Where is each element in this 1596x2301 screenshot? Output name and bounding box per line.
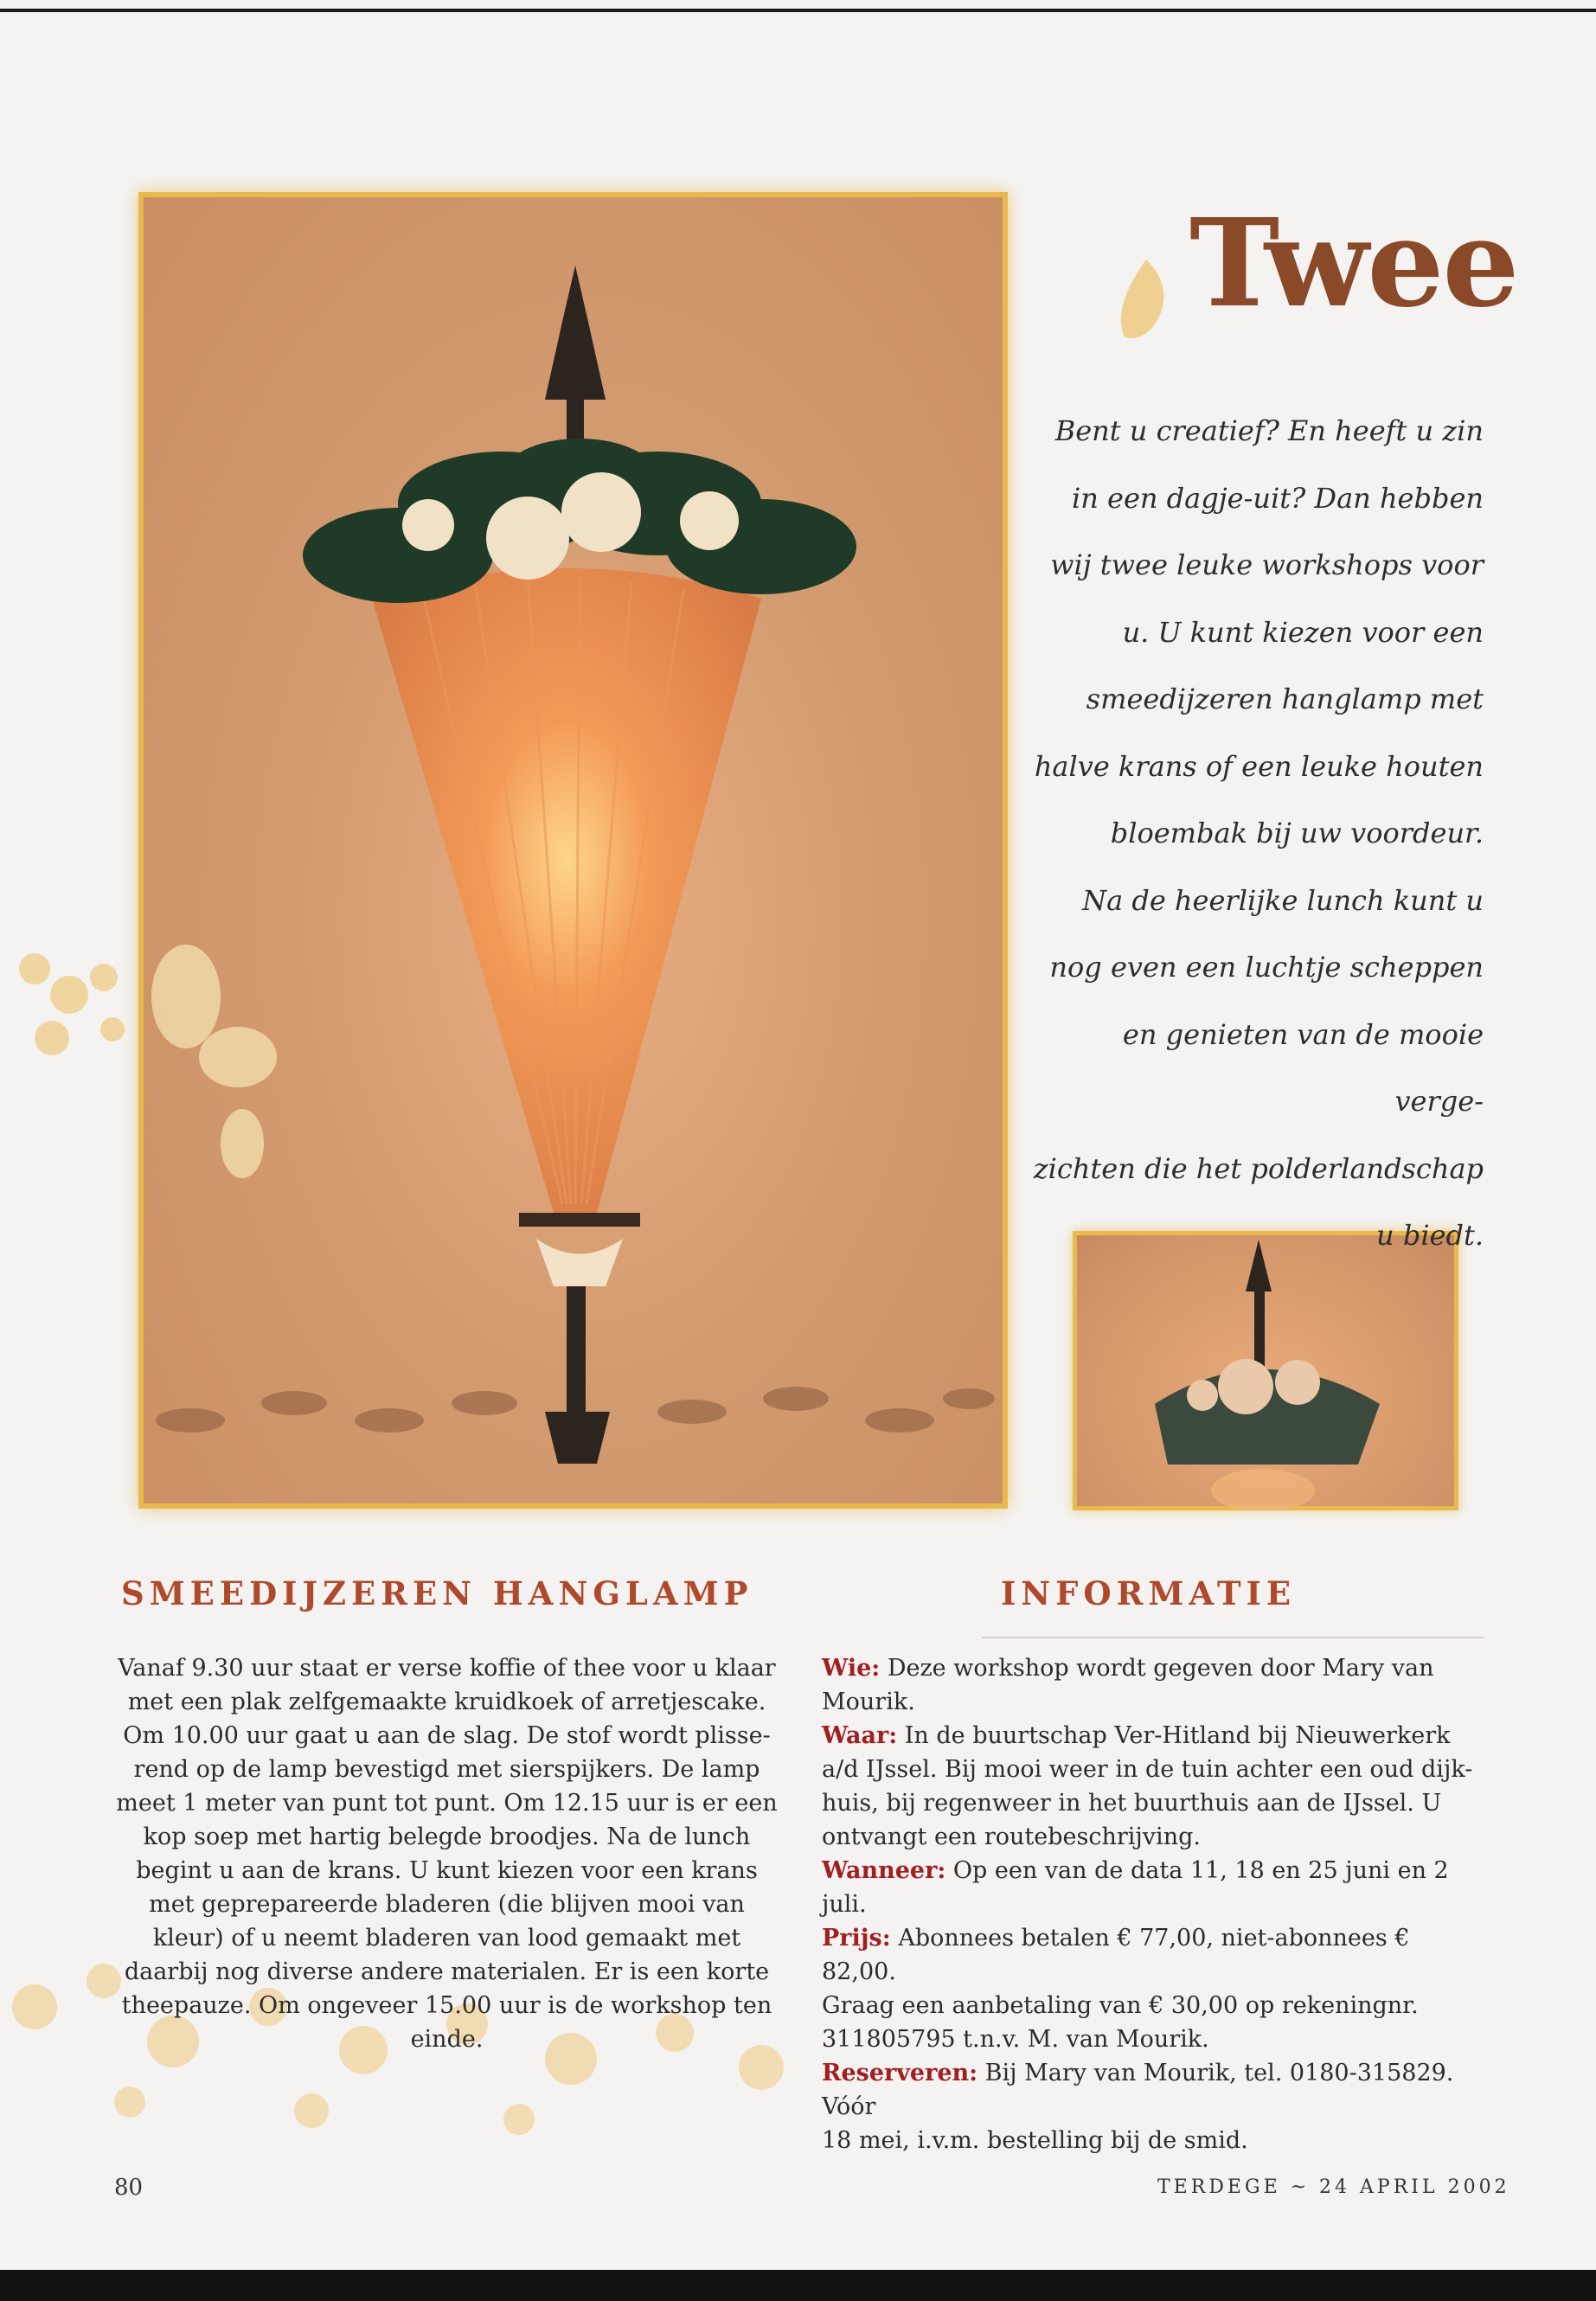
info-waar (822, 1719, 1484, 1753)
info-label: Waar: (822, 1722, 898, 1749)
info-line: a/d IJssel. Bij mooi weer in de tuin achter een oud dijk- (822, 1756, 1473, 1783)
info-label: Reserveren: (822, 2060, 978, 2086)
intro-line: bloembak bij uw voordeur. (1110, 817, 1484, 849)
info-prijs (822, 1921, 1484, 1989)
intro-line: wij twee leuke workshops voor (1050, 548, 1484, 581)
info-line: ontvangt een routebeschrijving. (822, 1823, 1201, 1850)
hanglamp-body (116, 1651, 778, 2056)
informatie-heading: INFORMATIE (1001, 1574, 1297, 1612)
intro-line: u biedt. (1376, 1219, 1484, 1252)
intro-line: nog even een luchtje scheppen (1049, 951, 1484, 984)
info-line: Graag een aanbetaling van € 30,00 op rekeningnr. (822, 1992, 1419, 2019)
intro-line: zichten die het polderlandschap (1033, 1151, 1484, 1185)
info-line: juli. (822, 1891, 867, 1918)
body-line: einde. (410, 2026, 484, 2053)
body-line: Vanaf 9.30 uur staat er verse koffie of thee voor u klaar (118, 1655, 776, 1682)
top-rule (0, 9, 1596, 12)
info-text: Bij Mary van Mourik, tel. 0180-315829. Vóór (822, 2060, 1454, 2120)
info-wanneer (822, 1854, 1484, 1888)
intro-line: smeedijzeren hanglamp met (1086, 683, 1484, 715)
body-line: kleur) of u neemt bladeren van lood gemaakt met (152, 1925, 741, 1952)
info-line: 18 mei, i.v.m. bestelling bij de smid. (822, 2127, 1248, 2154)
intro-line: en genieten van de mooie verge- (1122, 1017, 1484, 1118)
intro-line: in een dagje-uit? Dan hebben (1072, 481, 1484, 515)
info-label: Wanneer: (822, 1857, 946, 1884)
info-line: Mourik. (822, 1689, 915, 1715)
publication-footer: TERDEGE ~ 24 APRIL 2002 (1157, 2176, 1510, 2198)
intro-line: halve krans of een leuke houten (1034, 749, 1484, 783)
body-line: rend op de lamp bevestigd met sierspijkers. De lamp (133, 1756, 760, 1783)
page-number: 80 (114, 2175, 144, 2201)
intro-line: Bent u creatief? En heeft u zin (1054, 414, 1484, 447)
body-line: met geprepareerde bladeren (die blijven mooi van (149, 1891, 745, 1918)
body-line: theepauze. Om ongeveer 15.00 uur is de workshop ten (121, 1992, 772, 2019)
info-text: Deze workshop wordt gegeven door Mary van (880, 1655, 1434, 1682)
heading-divider (982, 1637, 1484, 1638)
info-line: 311805795 t.n.v. M. van Mourik. (822, 2026, 1209, 2053)
small-lamp-photo (1073, 1231, 1458, 1510)
informatie-body (822, 1651, 1484, 2157)
body-line: begint u aan de krans. U kunt kiezen voor een krans (136, 1857, 758, 1884)
body-line: meet 1 meter van punt tot punt. Om 12.15 uur is er een (116, 1790, 778, 1817)
info-line: huis, bij regenweer in het buurthuis aan de IJssel. U (822, 1790, 1442, 1817)
leaf-ornament-icon (1107, 255, 1185, 350)
intro-text (1029, 398, 1484, 1270)
body-line: Om 10.00 uur gaat u aan de slag. De stof wordt plisse- (123, 1722, 771, 1749)
info-label: Wie: (822, 1655, 881, 1682)
info-reserveren (822, 2056, 1484, 2124)
body-line: kop soep met hartig belegde broodjes. Na de lunch (143, 1823, 751, 1850)
body-line: daarbij nog diverse andere materialen. Er is een korte (124, 1958, 770, 1985)
info-text: Abonnees betalen € 77,00, niet-abonnees € 82,00. (822, 1925, 1410, 1985)
info-text: In de buurtschap Ver-Hitland bij Nieuwerkerk (897, 1722, 1451, 1749)
info-label: Prijs: (822, 1925, 891, 1952)
info-text: Op een van de data 11, 18 en 25 juni en 2 (945, 1857, 1449, 1884)
flower-ornament-icon (0, 917, 147, 1081)
info-wie (822, 1651, 1484, 1685)
body-line: met een plak zelfgemaakte kruidkoek of arretjescake. (127, 1689, 766, 1715)
page-title: Twee (1189, 193, 1518, 335)
intro-line: Na de heerlijke lunch kunt u (1082, 883, 1484, 917)
bottom-bar (0, 2270, 1596, 2301)
hanglamp-heading: SMEEDIJZEREN HANGLAMP (121, 1574, 753, 1612)
main-lamp-photo (138, 192, 1008, 1509)
intro-line: u. U kunt kiezen voor een (1122, 615, 1484, 649)
